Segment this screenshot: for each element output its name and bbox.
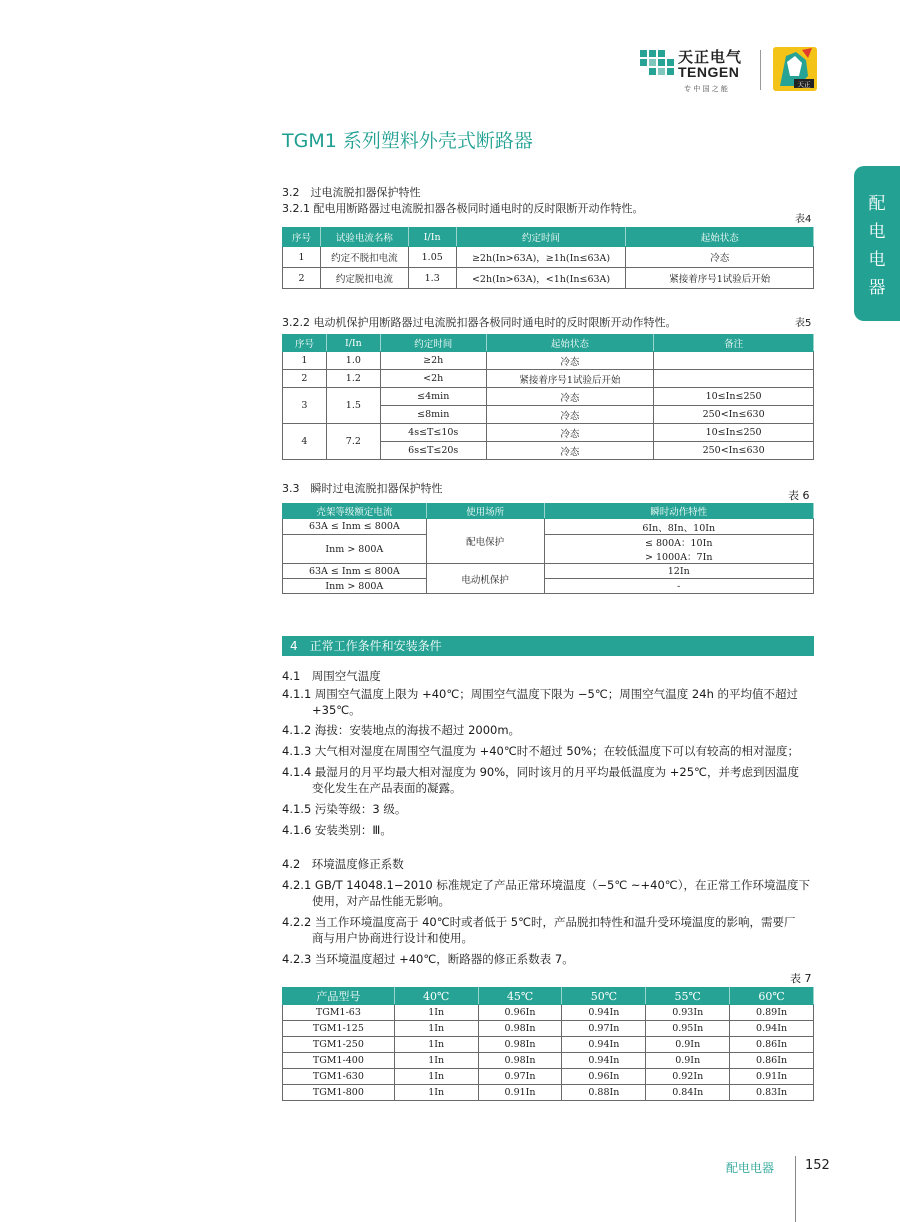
table-cell: TGM1-250: [283, 1037, 395, 1053]
table-row: [283, 424, 814, 442]
para-4-1-2: 4.1.2 海拔：安装地点的海拔不超过 2000m。: [282, 723, 521, 737]
table-cell: [654, 352, 814, 370]
table-cell: 0.95In: [646, 1021, 730, 1037]
table-cell: 0.84In: [646, 1085, 730, 1101]
para-4-1-1-line2: +35℃。: [312, 703, 361, 717]
table-header: 45℃: [478, 988, 562, 1005]
table-cell: 1In: [394, 1085, 478, 1101]
para-4-1-4-line1: 4.1.4 最湿月的月平均最大相对湿度为 90%，同时该月的月平均最低温度为 +25℃，并考虑到因温度: [282, 765, 799, 779]
para-4-1-4-line2: 变化发生在产品表面的凝露。: [312, 781, 462, 795]
table-cell: 0.86In: [730, 1053, 814, 1069]
para-4-2-2-line1: 4.2.2 当工作环境温度高于 40℃时或者低于 5℃时，产品脱扣特性和温升受环境温度的影响，需要厂: [282, 915, 796, 929]
table-7-caption: 表 7: [790, 972, 812, 985]
table-row: [283, 370, 814, 388]
table-cell: 0.96In: [478, 1005, 562, 1021]
heading-4-1: 4.1 周围空气温度: [282, 669, 381, 683]
section-side-tab: [854, 166, 900, 321]
brand-name-cn: 天正电气: [678, 48, 743, 66]
para-4-1-6: 4.1.6 安装类别：Ⅲ。: [282, 823, 392, 837]
table-cell: 0.94In: [562, 1037, 646, 1053]
table-cell: 250<In≤630: [654, 442, 814, 460]
table-row: [283, 352, 814, 370]
table-6-caption: 表 6: [788, 489, 810, 502]
table-cell: 0.86In: [730, 1037, 814, 1053]
table-cell: 冷态: [626, 247, 814, 268]
para-4-1-5: 4.1.5 污染等级：3 级。: [282, 802, 407, 816]
table-cell: TGM1-800: [283, 1085, 395, 1101]
table-cell: 0.94In: [562, 1053, 646, 1069]
para-4-1-1-line1: 4.1.1 周围空气温度上限为 +40℃；周围空气温度下限为 −5℃；周围空气温度 24h 的平均值不超过: [282, 687, 799, 701]
table-cell: 1.2: [326, 370, 380, 388]
table-header: 约定时间: [456, 228, 626, 247]
table-cell: 紧接着序号1试验后开始: [626, 268, 814, 289]
table-cell: 1: [283, 247, 321, 268]
table-header: 试验电流名称: [320, 228, 408, 247]
table-header: I/In: [326, 335, 380, 352]
table-cell: 0.89In: [730, 1005, 814, 1021]
table-row: [283, 535, 814, 564]
table-cell: ≥2h(In>63A)，≥1h(In≤63A): [456, 247, 626, 268]
table-cell: 10≤In≤250: [654, 424, 814, 442]
table-header: 壳架等级额定电流: [283, 504, 427, 519]
table-cell: 0.98In: [478, 1021, 562, 1037]
table-5-caption: 表5: [795, 318, 812, 329]
cell-line: ≤ 800A：10In: [645, 538, 713, 549]
table-cell: [654, 370, 814, 388]
table-cell: 1In: [394, 1037, 478, 1053]
table-cell: 2: [283, 370, 327, 388]
table-cell: 6In、8In、10In: [544, 519, 814, 535]
tengen-logo-icon: [640, 48, 674, 82]
table-cell: 1In: [394, 1069, 478, 1085]
table-cell: 63A ≤ Inm ≤ 800A: [283, 564, 427, 579]
table-cell: 约定不脱扣电流: [320, 247, 408, 268]
table-cell: -: [544, 579, 814, 594]
table-row: [283, 579, 814, 594]
section-heading-3-3: 3.3 瞬时过电流脱扣器保护特性: [282, 482, 443, 495]
table-cell: ≤8min: [380, 406, 486, 424]
table-7: [282, 987, 814, 1101]
table-cell: 4: [283, 424, 327, 460]
table-cell: 1In: [394, 1053, 478, 1069]
table-cell: 冷态: [486, 442, 654, 460]
table-header: 40℃: [394, 988, 478, 1005]
table-cell: TGM1-125: [283, 1021, 395, 1037]
table-row: [283, 247, 814, 268]
brand-slogan: 专 中 国 之 能: [684, 85, 728, 93]
page-title: TGM1 系列塑料外壳式断路器: [282, 130, 533, 152]
table-cell: 1.05: [408, 247, 456, 268]
subsection-3-2-1: 3.2.1 配电用断路器过电流脱扣器各极同时通电时的反时限断开动作特性。: [282, 202, 644, 215]
table-row: [283, 1021, 814, 1037]
table-row: [283, 1069, 814, 1085]
table-cell: 3: [283, 388, 327, 424]
table-cell: 冷态: [486, 406, 654, 424]
table-cell: 0.98In: [478, 1037, 562, 1053]
brand-name-en: TENGEN: [678, 64, 740, 80]
side-tab-char: 器: [868, 278, 886, 298]
table-cell: 电动机保护: [426, 564, 544, 594]
table-cell: ≥2h: [380, 352, 486, 370]
table-cell: 0.94In: [562, 1005, 646, 1021]
table-cell: 0.98In: [478, 1053, 562, 1069]
table-cell: 1In: [394, 1005, 478, 1021]
table-cell: 0.94In: [730, 1021, 814, 1037]
table-cell: 1In: [394, 1021, 478, 1037]
table-header-row: [283, 988, 814, 1005]
table-4-caption: 表4: [795, 214, 812, 225]
table-header: 备注: [654, 335, 814, 352]
table-header-row: [283, 504, 814, 519]
heading-4-2: 4.2 环境温度修正系数: [282, 857, 404, 871]
table-cell: [544, 535, 814, 564]
table-row: [283, 388, 814, 406]
table-cell: 1.0: [326, 352, 380, 370]
table-row: [283, 564, 814, 579]
logo-divider: [760, 50, 761, 90]
table-cell: Inm > 800A: [283, 579, 427, 594]
table-cell: 0.97In: [478, 1069, 562, 1085]
para-4-2-1-line2: 使用，对产品性能无影响。: [312, 894, 450, 908]
table-cell: 冷态: [486, 388, 654, 406]
table-6: [282, 503, 814, 594]
cell-line: > 1000A：7In: [645, 552, 713, 563]
table-header: 使用场所: [426, 504, 544, 519]
table-header: 60℃: [730, 988, 814, 1005]
para-4-1-3: 4.1.3 大气相对湿度在周围空气温度为 +40℃时不超过 50%；在较低温度下可以有较高的相对湿度；: [282, 744, 799, 758]
table-cell: TGM1-630: [283, 1069, 395, 1085]
table-header: I/In: [408, 228, 456, 247]
table-cell: 63A ≤ Inm ≤ 800A: [283, 519, 427, 535]
table-cell: 7.2: [326, 424, 380, 460]
badge-text: 天正: [797, 80, 811, 89]
table-cell: 0.96In: [562, 1069, 646, 1085]
table-5: [282, 334, 814, 460]
table-cell: 冷态: [486, 352, 654, 370]
table-cell: 0.97In: [562, 1021, 646, 1037]
mascot-badge-icon: [772, 46, 818, 92]
table-4: [282, 227, 814, 289]
para-4-2-1-line1: 4.2.1 GB/T 14048.1−2010 标准规定了产品正常环境温度（−5℃ ~+40℃），在正常工作环境温度下: [282, 878, 810, 892]
table-header: 50℃: [562, 988, 646, 1005]
table-cell: 0.88In: [562, 1085, 646, 1101]
table-cell: ≤4min: [380, 388, 486, 406]
table-cell: 1.3: [408, 268, 456, 289]
table-row: [283, 519, 814, 535]
table-cell: 约定脱扣电流: [320, 268, 408, 289]
table-cell: 10≤In≤250: [654, 388, 814, 406]
table-header: 55℃: [646, 988, 730, 1005]
table-header-row: [283, 228, 814, 247]
table-cell: <2h(In>63A)，<1h(In≤63A): [456, 268, 626, 289]
page-number: 152: [805, 1158, 830, 1173]
table-row: [283, 1037, 814, 1053]
table-cell: Inm > 800A: [283, 535, 427, 564]
para-4-2-2-line2: 商与用户协商进行设计和使用。: [312, 931, 473, 945]
section-4-band: 4 正常工作条件和安装条件: [282, 636, 814, 656]
section-heading-3-2: 3.2 过电流脱扣器保护特性: [282, 186, 421, 199]
table-row: [283, 1085, 814, 1101]
table-cell: 紧接着序号1试验后开始: [486, 370, 654, 388]
table-cell: 4s≤T≤10s: [380, 424, 486, 442]
table-cell: 0.92In: [646, 1069, 730, 1085]
table-header: 序号: [283, 228, 321, 247]
table-header: 序号: [283, 335, 327, 352]
table-cell: <2h: [380, 370, 486, 388]
footer-section-label: 配电电器: [726, 1161, 775, 1175]
table-cell: TGM1-400: [283, 1053, 395, 1069]
side-tab-char: 配: [868, 194, 886, 214]
table-cell: 12In: [544, 564, 814, 579]
brand-logo: [640, 44, 820, 96]
table-header: 约定时间: [380, 335, 486, 352]
table-cell: 0.91In: [730, 1069, 814, 1085]
table-cell: 冷态: [486, 424, 654, 442]
table-cell: 0.83In: [730, 1085, 814, 1101]
table-cell: 配电保护: [426, 519, 544, 564]
table-header: 产品型号: [283, 988, 395, 1005]
footer-divider: [795, 1156, 796, 1222]
table-cell: 0.93In: [646, 1005, 730, 1021]
para-4-2-3: 4.2.3 当环境温度超过 +40℃，断路器的修正系数表 7。: [282, 952, 574, 966]
table-header: 瞬时动作特性: [544, 504, 814, 519]
table-cell: 0.9In: [646, 1037, 730, 1053]
table-header-row: [283, 335, 814, 352]
table-header: 起始状态: [486, 335, 654, 352]
side-tab-char: 电: [868, 222, 886, 242]
table-cell: 2: [283, 268, 321, 289]
table-row: [283, 1005, 814, 1021]
table-row: [283, 1053, 814, 1069]
subsection-3-2-2: 3.2.2 电动机保护用断路器过电流脱扣器各极同时通电时的反时限断开动作特性。: [282, 316, 677, 329]
table-cell: 1: [283, 352, 327, 370]
table-cell: 250<In≤630: [654, 406, 814, 424]
table-row: [283, 268, 814, 289]
side-tab-char: 电: [868, 250, 886, 270]
table-cell: 0.9In: [646, 1053, 730, 1069]
table-cell: 1.5: [326, 388, 380, 424]
table-cell: TGM1-63: [283, 1005, 395, 1021]
table-cell: 0.91In: [478, 1085, 562, 1101]
table-cell: 6s≤T≤20s: [380, 442, 486, 460]
table-header: 起始状态: [626, 228, 814, 247]
